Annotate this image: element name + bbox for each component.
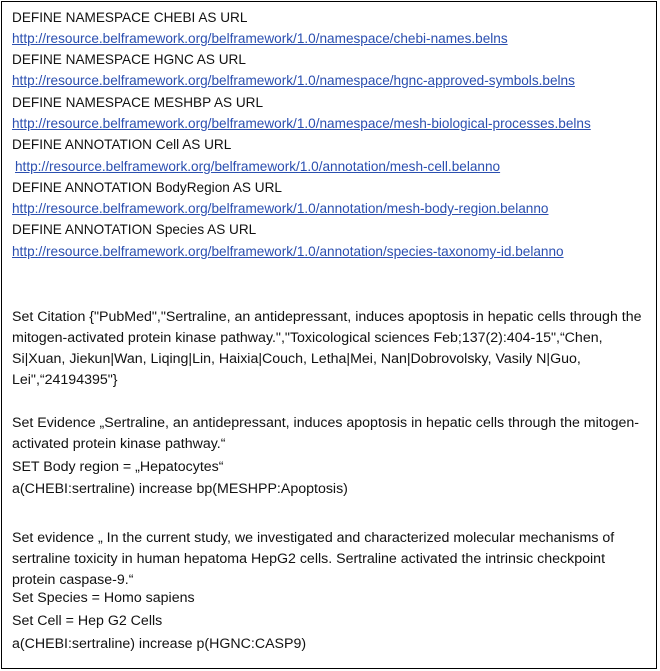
set-citation: Set Citation {"PubMed","Sertraline, an antidepressant, induces apoptosis in hepatic cells through the mitogen-activated protein kinase pathway.","Toxicological sciences Feb;137(2):404-15",“Chen, Si|Xuan, Jiekun|Wan, Liqing|Lin, Haixia|Couch, Letha|Mei, Nan|Dobrovolsky, Vasily N|Guo, Lei",“24194395"}	[12, 309, 642, 388]
set-cell: Set Cell = Hep G2 Cells	[12, 613, 163, 629]
relation-apoptosis: a(CHEBI:sertraline) increase bp(MESHPP:Apoptosis)	[12, 481, 348, 497]
url-line-chebi	[12, 30, 508, 48]
chebi-namespace-link[interactable]: http://resource.belframework.org/belframework/1.0/namespace/chebi-names.belns	[12, 31, 508, 46]
define-annotation-species: DEFINE ANNOTATION Species AS URL	[12, 222, 257, 237]
cell-annotation-link[interactable]: http://resource.belframework.org/belframework/1.0/annotation/mesh-cell.belanno	[15, 159, 501, 174]
bodyregion-annotation-link[interactable]: http://resource.belframework.org/belframework/1.0/annotation/mesh-body-region.belanno	[12, 201, 549, 216]
set-evidence-2: Set evidence „ In the current study, we investigated and characterized molecular mechanisms of sertraline toxicity in human hepatoma HepG2 cells. Sertraline activated the intrinsic checkpoint protein caspase-9.“	[12, 530, 615, 588]
define-namespace-hgnc: DEFINE NAMESPACE HGNC AS URL	[12, 52, 246, 67]
url-line-species	[12, 243, 564, 261]
hgnc-namespace-link[interactable]: http://resource.belframework.org/belframework/1.0/namespace/hgnc-approved-symbols.belns	[12, 73, 575, 88]
url-line-bodyregion	[12, 200, 549, 218]
define-annotation-bodyregion: DEFINE ANNOTATION BodyRegion AS URL	[12, 180, 282, 195]
url-line-cell	[15, 158, 500, 176]
define-namespace-chebi: DEFINE NAMESPACE CHEBI AS URL	[12, 10, 248, 25]
meshbp-namespace-link[interactable]: http://resource.belframework.org/belframework/1.0/namespace/mesh-biological-processes.belns	[12, 116, 591, 131]
set-species: Set Species = Homo sapiens	[12, 590, 195, 606]
species-annotation-link[interactable]: http://resource.belframework.org/belframework/1.0/annotation/species-taxonomy-id.belanno	[12, 244, 564, 259]
relation-casp9: a(CHEBI:sertraline) increase p(HGNC:CASP9)	[12, 636, 307, 652]
document-frame	[1, 1, 657, 669]
define-annotation-cell: DEFINE ANNOTATION Cell AS URL	[12, 137, 232, 152]
set-body-region: SET Body region = „Hepatocytes“	[12, 459, 224, 475]
url-line-meshbp	[12, 115, 591, 133]
define-namespace-meshbp: DEFINE NAMESPACE MESHBP AS URL	[12, 95, 264, 110]
set-evidence-1: Set Evidence „Sertraline, an antidepressant, induces apoptosis in hepatic cells through the mitogen-activated protein kinase pathway.“	[12, 415, 639, 452]
url-line-hgnc	[12, 72, 575, 90]
